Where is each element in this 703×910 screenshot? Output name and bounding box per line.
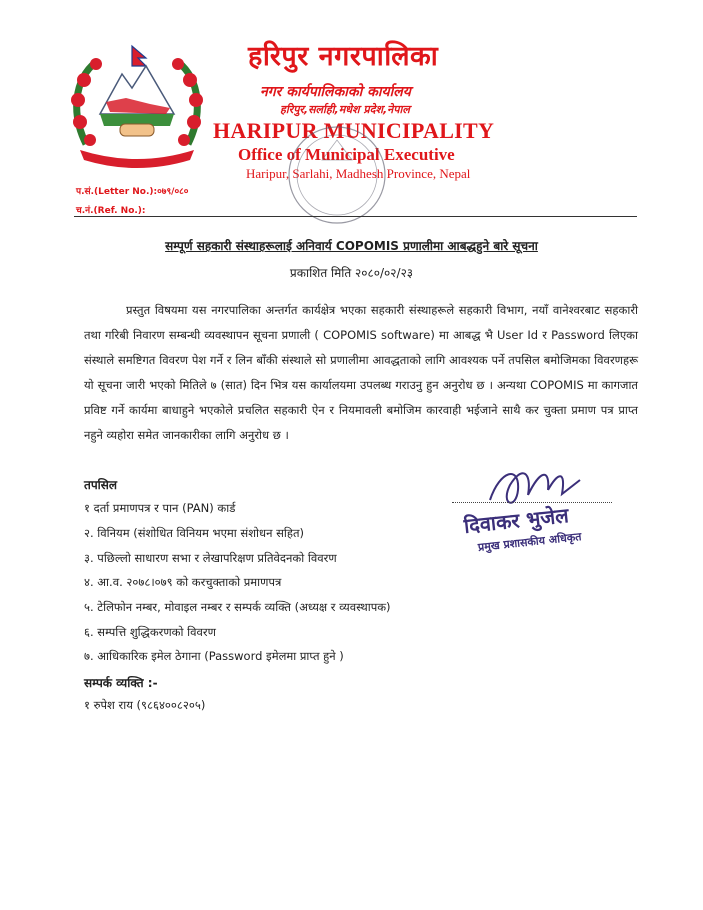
published-date: प्रकाशित मिति २०८०/०२/२३ <box>289 266 414 280</box>
notice-body-text: प्रस्तुत विषयमा यस नगरपालिका अन्तर्गत कार्यक्षेत्र भएका सहकारी संस्थाहरूले सहकारी विभाग, नयाँ वानेश्वरबाट सहकारी तथा गरिबी निवारण सम्बन्धी व्यवस्थापन सूचना प्रणाली ( COPOMIS software) मा आबद्ध भै User Id र Password लिएका संस्थाले समष्टिगत विवरण पेश गर्ने र लिन बाँकी संस्थाले सो प्रणालीमा आवद्धताको लागि आवश्यक पर्ने तपसिल बमोजिमका विवरणहरू यो सूचना जारी भएको मितिले ७ (सात) दिन भित्र यस कार्यालयमा उपलब्ध गराउनु हुन अनुरोध छ । अन्यथा COPOMIS मा कागजात प्रविष्ट गर्ने कार्यमा बाधाहुने भएकोले प्रचलित सहकारी ऐन र नियमावली बमोजिम कारवाही भईजाने साथै कर चुक्ता प्रमाण पत्र प्राप्त नहुने व्यहोरा समेत जानकारीका लागि अनुरोध छ । <box>84 303 638 442</box>
list-item: ३. पछिल्लो साधारण सभा र लेखापरिक्षण प्रतिवेदनको विवरण <box>84 551 337 565</box>
municipality-name-nepali: हरिपुर नगरपालिका <box>248 41 439 72</box>
signature-line <box>452 502 612 503</box>
office-name-english: Office of Municipal Executive <box>238 145 455 164</box>
municipality-name-english: HARIPUR MUNICIPALITY <box>213 118 495 143</box>
list-item: ५. टेलिफोन नम्बर, मोवाइल नम्बर र सम्पर्क व्यक्ति (अध्यक्ष र व्यवस्थापक) <box>84 600 391 614</box>
header-divider <box>74 216 637 217</box>
list-item: ४. आ.व. २०७८।०७९ को करचुक्ताको प्रमाणपत्र <box>84 575 282 589</box>
office-name-nepali: नगर कार्यपालिकाको कार्यालय <box>260 84 411 100</box>
list-item: २. विनियम (संशोधित विनियम भएमा संशोधन सहित) <box>84 526 305 540</box>
address-english: Haripur, Sarlahi, Madhesh Province, Nepal <box>246 166 471 181</box>
address-nepali: हरिपुर,सर्लाही,मधेश प्रदेश,नेपाल <box>280 103 410 116</box>
list-item: ७. आधिकारिक इमेल ठेगाना (Password इमेलमा प्राप्त हुने ) <box>84 649 344 663</box>
list-item: ६. सम्पत्ति शुद्धिकरणको विवरण <box>84 625 216 639</box>
letter-number: प.सं.(Letter No.):०७९/०८० <box>76 187 189 197</box>
office-stamp <box>282 120 392 230</box>
notice-body <box>84 298 638 448</box>
signatory-title: प्रमुख प्रशासकीय अधिकृत <box>477 530 583 554</box>
contact-person: १ रुपेश राय (९८६४००८२०५) <box>84 698 206 712</box>
notice-subject: सम्पूर्ण सहकारी संस्थाहरूलाई अनिवार्य COPOMIS प्रणालीमा आबद्धहुने बारे सूचना <box>165 239 538 253</box>
list-item: १ दर्ता प्रमाणपत्र र पान (PAN) कार्ड <box>84 501 236 515</box>
reference-number: च.नं.(Ref. No.): <box>76 206 146 216</box>
signatory-name: दिवाकर भुजेल <box>462 503 570 538</box>
nepal-emblem-logo <box>66 44 208 172</box>
contact-heading: सम्पर्क व्यक्ति :- <box>84 676 158 690</box>
list-heading: तपसिल <box>84 478 118 492</box>
